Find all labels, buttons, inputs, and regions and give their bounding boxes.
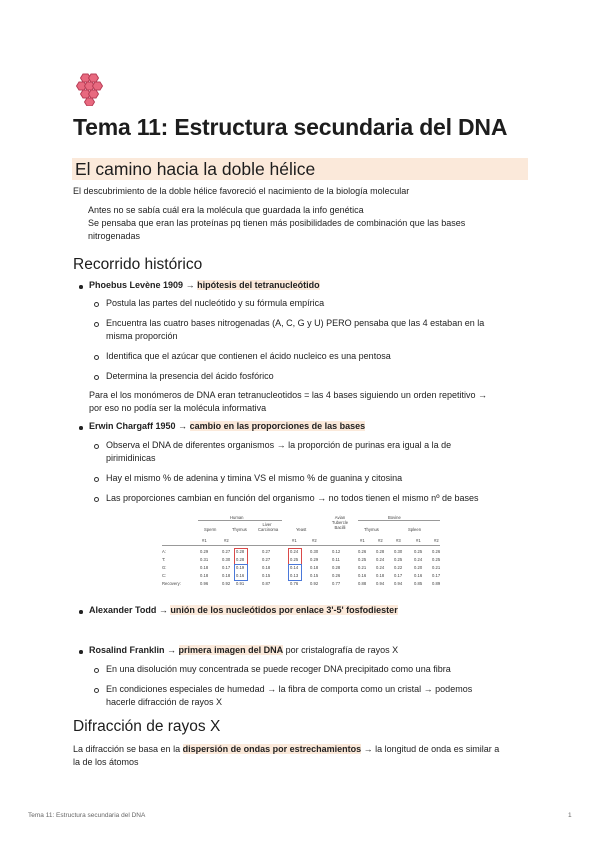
table-rule (162, 545, 440, 546)
table-cell: 0.11 (332, 557, 340, 562)
table-highlight-box (234, 548, 248, 565)
table-cell: 0.25 (414, 549, 423, 554)
table-cell: 0.91 (236, 581, 245, 586)
table-cell: 0.25 (394, 557, 403, 562)
table-rule (358, 520, 440, 521)
highlight-text: unión de los nucleótidos por enlace 3'-5' fosfodiester (170, 605, 398, 615)
list-item-chargaff (89, 420, 365, 433)
sub-item-cont: hacerle difracción de rayos X (106, 697, 223, 707)
plain-text: La difracción se basa en la (73, 744, 183, 754)
sub-item: Postula las partes del nucleótido y su fórmula empírica (106, 298, 325, 308)
table-cell: 0.77 (332, 581, 341, 586)
note-line: Se pensaba que eran las proteínas pq tienen más posibilidades de combinación que las bases (88, 218, 466, 228)
list-item-franklin (89, 644, 398, 657)
table-highlight-box (288, 564, 302, 581)
scientist-name: Alexander Todd (89, 605, 157, 615)
molecule-icon (74, 72, 104, 106)
table-cell: 0.26 (332, 573, 341, 578)
table-cell: 0.88 (358, 581, 367, 586)
sub-bullet (94, 322, 99, 327)
table-row-label: G: (162, 565, 167, 570)
table-cell: 0.28 (376, 549, 385, 554)
table-cell: 0.24 (414, 557, 423, 562)
table-row-label: T: (162, 557, 166, 562)
subsection-heading: Recorrido histórico (73, 256, 203, 273)
table-cell: 0.96 (200, 581, 209, 586)
table-cell: 0.15 (310, 573, 319, 578)
scientist-name: Erwin Chargaff 1950 (89, 421, 176, 431)
table-cell: 0.27 (262, 549, 271, 554)
table-cell: 0.20 (414, 565, 423, 570)
table-cell: 0.28 (236, 549, 245, 554)
page-number: 1 (568, 812, 572, 819)
table-col-header: #2 (434, 538, 439, 543)
note-line: nitrogenadas (88, 231, 141, 241)
table-col-header: #1 (360, 538, 365, 543)
table-cell: 0.29 (200, 549, 209, 554)
table-cell: 0.14 (290, 565, 299, 570)
highlight-text: primera imagen del DNA (178, 645, 284, 655)
table-cell: 0.87 (262, 581, 271, 586)
table-cell: 0.24 (376, 565, 385, 570)
table-rule (198, 520, 282, 521)
table-cell: 0.21 (432, 565, 441, 570)
table-subgroup-header: Spleen (408, 527, 422, 532)
sub-item: Identifica que el azúcar que contienen el ácido nucleico es una pentosa (106, 351, 391, 361)
table-cell: 0.30 (310, 549, 319, 554)
footer-title: Tema 11: Estructura secundaria del DNA (28, 812, 146, 819)
table-cell: 0.25 (290, 557, 299, 562)
table-cell: 0.30 (394, 549, 403, 554)
plain-text: por cristalografía de rayos X (283, 645, 399, 655)
list-item-levene (89, 279, 320, 292)
section-heading-box (72, 158, 528, 180)
table-cell: 0.24 (376, 557, 385, 562)
sub-item: Las proporciones cambian en función del organismo → no todos tienen el mismo nº de bases (106, 493, 479, 503)
subsection-heading: Difracción de rayos X (73, 718, 221, 735)
table-cell: 0.92 (310, 581, 319, 586)
sub-item: Hay el mismo % de adenina y timina VS el mismo % de guanina y citosina (106, 473, 403, 483)
plain-text: → la longitud de onda es similar a (361, 744, 500, 754)
table-cell: 0.24 (290, 549, 299, 554)
table-cell: 0.13 (290, 573, 299, 578)
sub-bullet (94, 302, 99, 307)
bullet (79, 285, 83, 289)
table-highlight-box (288, 548, 302, 565)
table-subgroup-header: Sperm (204, 527, 217, 532)
table-col-header: #1 (292, 538, 297, 543)
paragraph: Para el los monómeros de DNA eran tetranucleotidos = las 4 bases siguiendo un orden repetitivo → (89, 390, 487, 400)
arrow: → (185, 280, 195, 290)
page-title: Tema 11: Estructura secundaria del DNA (73, 114, 508, 140)
difraccion-text (73, 743, 499, 756)
table-cell: 0.22 (394, 565, 403, 570)
highlight-text: cambio en las proporciones de las bases (189, 421, 366, 431)
table-cell: 0.89 (432, 581, 441, 586)
scientist-name: Rosalind Franklin (89, 645, 165, 655)
table-cell: 0.26 (358, 549, 367, 554)
sub-item: Encuentra las cuatro bases nitrogenadas (A, C, G y U) PERO pensaba que las 4 estaban en la (106, 318, 485, 328)
sub-item: En una disolución muy concentrada se puede recoger DNA precipitado como una fibra (106, 664, 451, 674)
table-cell: 0.26 (432, 549, 441, 554)
table-subgroup-header: Liver Carcinoma (258, 522, 279, 532)
intro-text: El descubrimiento de la doble hélice favoreció el nacimiento de la biología molecular (73, 186, 410, 196)
table-subgroup-header: Thymus (364, 527, 379, 532)
table-cell: 0.15 (262, 573, 271, 578)
highlight-text: dispersión de ondas por estrechamientos (182, 744, 362, 754)
arrow: → (167, 645, 177, 655)
table-cell: 0.17 (394, 573, 403, 578)
table-col-header: #2 (312, 538, 317, 543)
table-group-header: Bovine (388, 515, 401, 520)
table-cell: 0.18 (310, 565, 319, 570)
chargaff-table (162, 515, 440, 595)
table-cell: 0.18 (222, 573, 231, 578)
table-cell: 0.28 (332, 565, 341, 570)
table-group-header: Avian Tubercle Bacilli (331, 515, 349, 530)
bullet (79, 610, 83, 614)
sub-bullet (94, 497, 99, 502)
table-cell: 0.25 (432, 557, 441, 562)
table-col-header: #3 (396, 538, 401, 543)
sub-item-cont: misma proporción (106, 331, 178, 341)
table-cell: 0.92 (222, 581, 231, 586)
table-subgroup-header: Yeast (296, 527, 307, 532)
table-cell: 0.76 (290, 581, 299, 586)
bullet (79, 426, 83, 430)
sub-bullet (94, 375, 99, 380)
table-cell: 0.17 (432, 573, 441, 578)
table-cell: 0.19 (236, 565, 245, 570)
sub-item-cont: pirimidinicas (106, 453, 156, 463)
table-cell: 0.16 (358, 573, 367, 578)
table-cell: 0.27 (222, 549, 231, 554)
difraccion-text-line2: la de los átomos (73, 757, 139, 767)
sub-bullet (94, 444, 99, 449)
bullet (79, 650, 83, 654)
table-row-label: Recovery: (162, 581, 181, 586)
table-cell: 0.94 (394, 581, 403, 586)
sub-item: Observa el DNA de diferentes organismos → la proporción de purinas era igual a la de (106, 440, 452, 450)
table-cell: 0.18 (200, 573, 209, 578)
table-col-header: #2 (224, 538, 229, 543)
table-cell: 0.21 (358, 565, 367, 570)
arrow: → (178, 421, 188, 431)
section-heading: El camino hacia la doble hélice (75, 159, 316, 179)
table-col-header: #1 (416, 538, 421, 543)
sub-bullet (94, 355, 99, 360)
table-cell: 0.12 (332, 549, 341, 554)
table-cell: 0.27 (262, 557, 271, 562)
note-line: Antes no se sabía cuál era la molécula que guardada la info genética (88, 205, 364, 215)
arrow: → (158, 605, 168, 615)
table-cell: 0.29 (310, 557, 319, 562)
paragraph: por eso no podía ser la molécula informativa (89, 403, 267, 413)
table-row-label: A: (162, 549, 166, 554)
sub-bullet (94, 477, 99, 482)
sub-bullet (94, 668, 99, 673)
table-cell: 0.16 (414, 573, 423, 578)
table-cell: 0.85 (414, 581, 423, 586)
table-col-header: #1 (202, 538, 207, 543)
table-group-header: Human (230, 515, 244, 520)
sub-bullet (94, 688, 99, 693)
table-cell: 0.18 (262, 565, 271, 570)
table-cell: 0.94 (376, 581, 385, 586)
highlight-text: hipótesis del tetranucleótido (197, 280, 320, 290)
table-cell: 0.17 (222, 565, 231, 570)
table-cell: 0.30 (222, 557, 231, 562)
table-col-header: #2 (378, 538, 383, 543)
table-row-label: C: (162, 573, 167, 578)
sub-item: Determina la presencia del ácido fosfórico (106, 371, 274, 381)
list-item-todd (89, 604, 398, 617)
sub-item: En condiciones especiales de humedad → la fibra de comporta como un cristal → podemos (106, 684, 473, 694)
table-cell: 0.25 (358, 557, 367, 562)
table-cell: 0.16 (236, 573, 245, 578)
table-cell: 0.18 (200, 565, 209, 570)
table-highlight-box (234, 564, 248, 581)
table-cell: 0.31 (200, 557, 209, 562)
table-cell: 0.18 (376, 573, 385, 578)
table-subgroup-header: Thymus (232, 527, 247, 532)
scientist-name: Phoebus Levène 1909 (89, 280, 184, 290)
table-cell: 0.28 (236, 557, 245, 562)
